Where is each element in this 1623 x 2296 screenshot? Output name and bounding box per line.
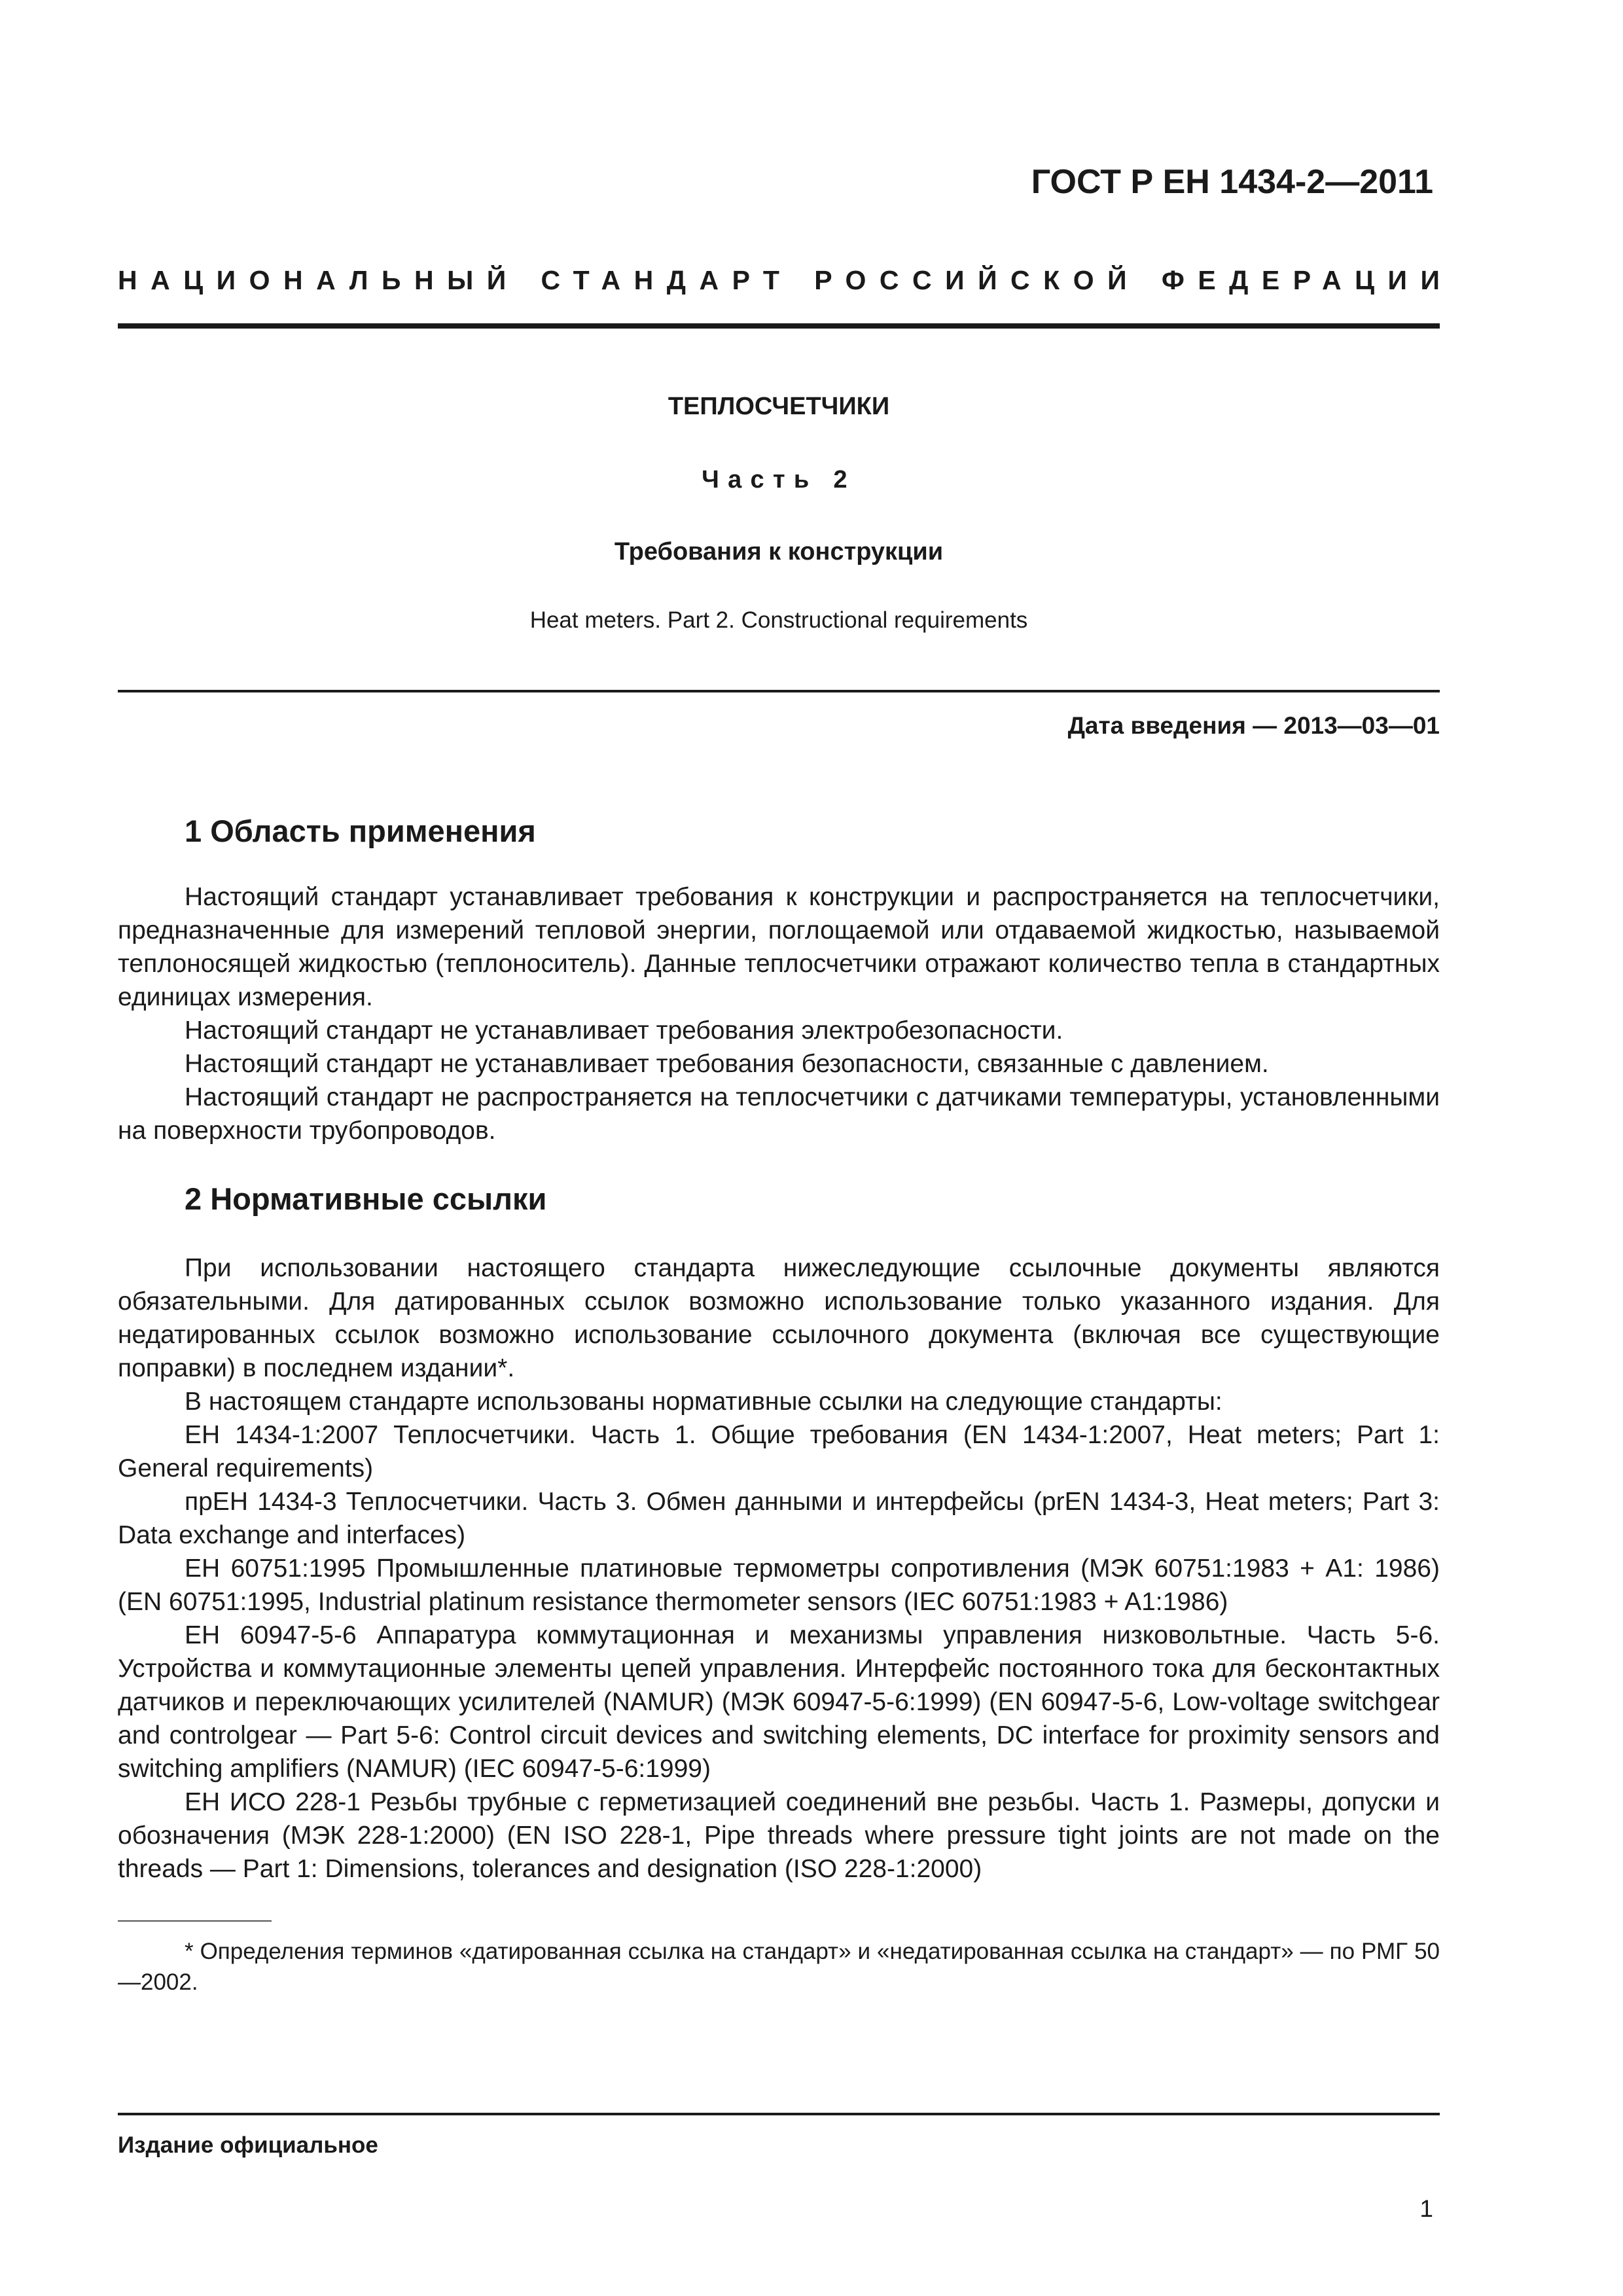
reference-item: ЕН 60947-5-6 Аппаратура коммутационная и механизмы управления низковольтные. Часть 5-6. Устройства и коммутационные элементы цепей управления. Интерфейс постоянного тока для бесконтактных датчиков и переключающих усилителей (NAMUR) (МЭК 60947-5-6:1999) (EN 60947-5-6, Low-voltage switchgear and controlgear — Part 5-6: Control circuit devices and switching elements, DC interface for proximity sensors and switching amplifiers (NAMUR) (IEC 60947-5-6:1999) [118,1621,1440,1783]
introduction-date: Дата введения — 2013—03—01 [1067,712,1440,739]
banner-word: ФЕДЕРАЦИИ [1161,265,1454,295]
section-1-heading: 1 Область применения [185,814,536,848]
document-subtitle: Требования к конструкции [614,538,944,565]
english-title: Heat meters. Part 2. Constructional requirements [529,607,1028,633]
footnote-separator [118,1920,272,1922]
document-part: Часть 2 [702,466,856,493]
banner-word: НАЦИОНАЛЬНЫЙ [118,265,520,295]
footnote [118,1936,1440,1998]
paragraph: При использовании настоящего стандарта нижеследующие ссылочные документы являются обязательными. Для датированных ссылок возможно использование только указанного издания. Для недатированных ссылок возможно использование ссылочного документа (включая все существующие поправки) в последнем издании*. [118,1254,1440,1382]
page-number: 1 [1419,2195,1433,2222]
header-divider [118,323,1440,329]
paragraph: Настоящий стандарт не устанавливает требования электробезопасности. [185,1016,1063,1045]
national-standard-banner [118,265,1454,296]
reference-item: прЕН 1434-3 Теплосчетчики. Часть 3. Обмен данными и интерфейсы (prEN 1434-3, Heat meters; Part 3: Data exchange and interfaces) [118,1488,1440,1549]
title-divider [118,690,1440,692]
standard-designation: ГОСТ Р ЕН 1434-2—2011 [1031,163,1433,201]
reference-item: ЕН 1434-1:2007 Теплосчетчики. Часть 1. Общие требования (EN 1434-1:2007, Heat meters; Part 1: General requirements) [118,1421,1440,1482]
footnote-text: * Определения терминов «датированная ссылка на стандарт» и «недатированная ссылка на стандарт» — по РМГ 50—2002. [118,1939,1440,1995]
banner-word: РОССИЙСКОЙ [814,265,1141,295]
paragraph: Настоящий стандарт не распространяется на теплосчетчики с датчиками температуры, установленными на поверхности трубопроводов. [118,1083,1440,1145]
paragraph: Настоящий стандарт устанавливает требования к конструкции и распространяется на теплосчетчики, предназначенные для измерений тепловой энергии, поглощаемой или отдаваемой жидкостью, называемой теплоносящей жидкостью (теплоноситель). Данные теплосчетчики отражают количество тепла в стандартных единицах измерения. [118,883,1440,1011]
section-1-body [118,880,1440,1147]
section-2-body [118,1251,1440,1886]
section-2-heading: 2 Нормативные ссылки [185,1181,547,1216]
reference-item: ЕН ИСО 228-1 Резьбы трубные с герметизацией соединений вне резьбы. Часть 1. Размеры, допуски и обозначения (МЭК 228-1:2000) (EN ISO 228-1, Pipe threads where pressure tight joints are not made on the threads — Part 1: Dimensions, tolerances and designation (ISO 228-1:2000) [118,1788,1440,1883]
banner-word: СТАНДАРТ [541,265,793,295]
official-edition-label: Издание официальное [118,2132,378,2158]
document-title: ТЕПЛОСЧЕТЧИКИ [668,393,890,420]
reference-item: ЕН 60751:1995 Промышленные платиновые термометры сопротивления (МЭК 60751:1983 + А1: 1986) (EN 60751:1995, Industrial platinum resistance thermometer sensors (IEC 60751:1983 + A1:1986) [118,1554,1440,1616]
paragraph: Настоящий стандарт не устанавливает требования безопасности, связанные с давлением. [185,1050,1269,1078]
footer-divider [118,2113,1440,2115]
paragraph: В настоящем стандарте использованы нормативные ссылки на следующие стандарты: [185,1388,1222,1416]
